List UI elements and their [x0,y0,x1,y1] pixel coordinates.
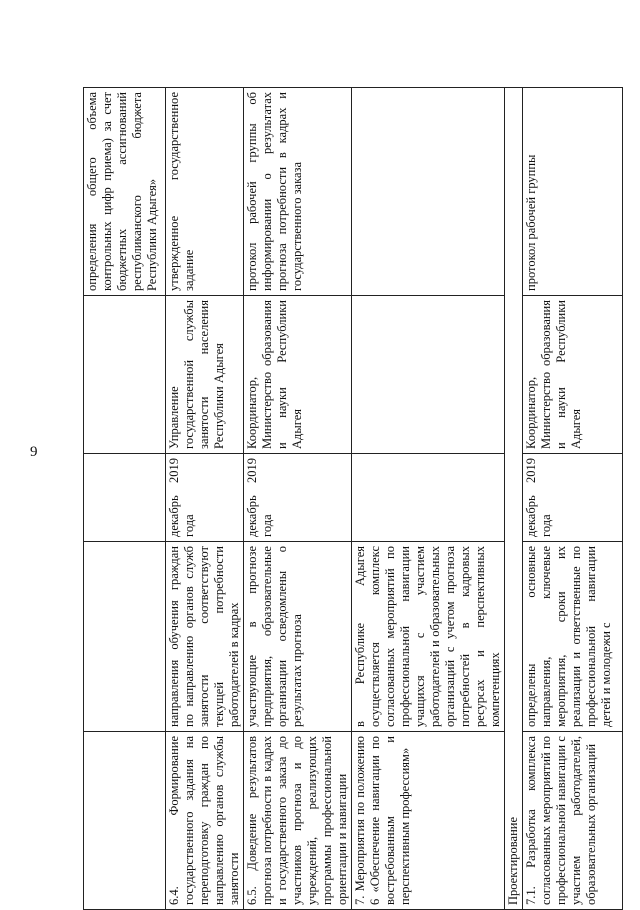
page-number: 9 [30,444,38,460]
cell-deadline: декабрь 2019 года [166,454,244,542]
cell-result: определены основные направления, ключевые мероприятия, сроки их реализации и ответственные по профессиональной навигации детей и молодежи с [523,542,623,732]
cell-task: 7. Мероприятия по положению 6 «Обеспечение навигации по востребованным и перспективным профессиям» [352,732,505,910]
cell-deadline [84,454,166,542]
table-row [84,88,166,910]
cell-document: протокол рабочей группы [523,88,623,296]
cell-document [352,88,505,296]
section-heading-design: Проектирование [505,88,523,910]
table-row [352,88,505,910]
cell-responsible: Координатор, Министерство образования и науки Республики Адыгея [244,296,352,454]
cell-result [84,542,166,732]
cell-responsible: Координатор, Министерство образования и науки Республики Адыгея [523,296,623,454]
cell-deadline: декабрь 2019 года [523,454,623,542]
rotated-table-container [83,88,613,910]
cell-deadline: декабрь 2019 года [244,454,352,542]
cell-document: определения общего объема контрольных цифр приема) за счет бюджетных ассигнований республиканского бюджета Республики Адыгея» [84,88,166,296]
cell-task: 7.1. Разработка комплекса согласованных мероприятий по профессиональной навигации с участием работодателей, образовательных организаций [523,732,623,910]
cell-result: в Республике Адыгея осуществляется комплекс согласованных мероприятий по профессиональной навигации учащихся с участием работодателей и образовательных организаций с учетом прогноза потребностей в кадровых ресурсах и перспективных компетенциях [352,542,505,732]
cell-task [84,732,166,910]
cell-result: участвующие в прогнозе предприятия, образовательные организации осведомлены о результатах прогноза [244,542,352,732]
table-row [505,88,523,910]
plan-table [83,87,623,910]
rotated-page-area [83,88,613,910]
table-row [523,88,623,910]
table-row [244,88,352,910]
cell-document: протокол рабочей группы об информировании о результатах прогноза потребности в кадрах и государственного заказа [244,88,352,296]
table-row [166,88,244,910]
cell-responsible [352,296,505,454]
cell-task: 6.5. Доведение результатов прогноза потребности в кадрах и государственного заказа до участников прогноза и до учреждений, реализующих программы профессиональной ориентации и навигации [244,732,352,910]
cell-document: утвержденное государственное задание [166,88,244,296]
cell-responsible: Управление государственной службы занятости населения Республики Адыгея [166,296,244,454]
cell-result: направления обучения граждан по направлению органов служб занятости соответствуют текущей потребности работодателей в кадрах [166,542,244,732]
cell-deadline [352,454,505,542]
cell-responsible [84,296,166,454]
cell-task: 6.4. Формирование государственного задания на переподготовку граждан по направлению органов службы занятости [166,732,244,910]
